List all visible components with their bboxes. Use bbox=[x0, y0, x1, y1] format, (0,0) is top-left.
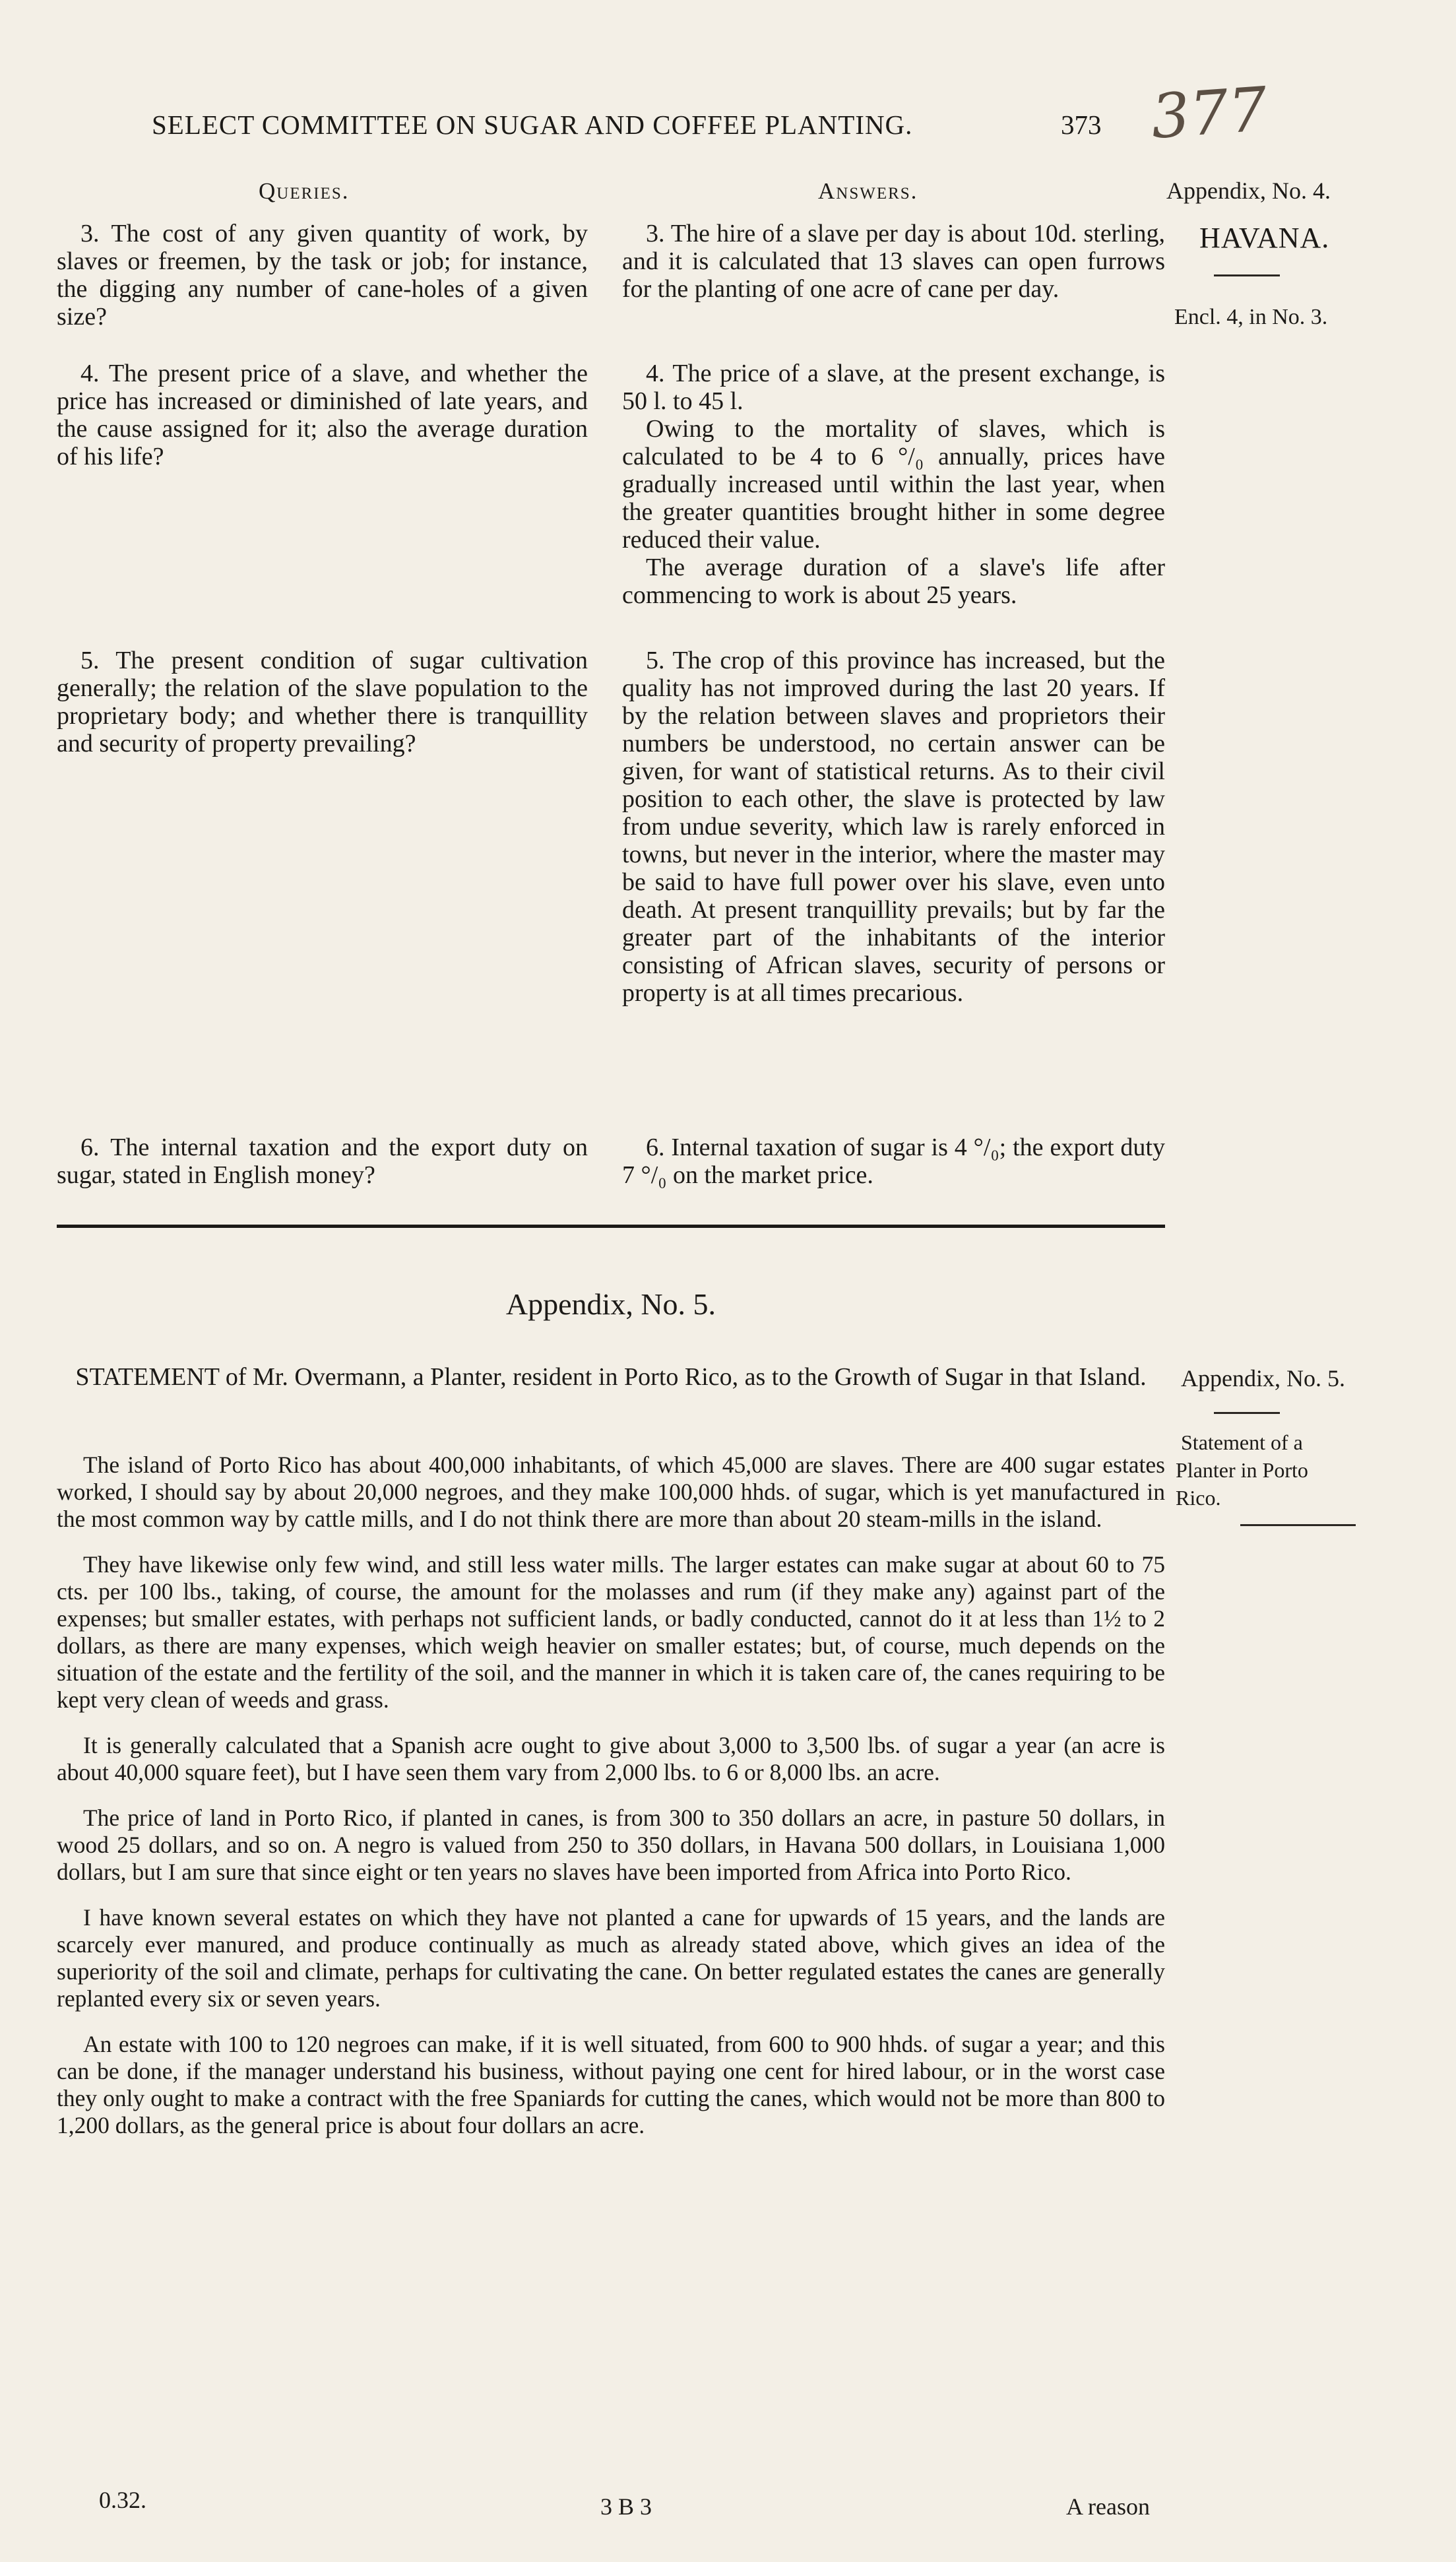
margin-divider bbox=[1240, 1524, 1356, 1526]
appendix-5-title: Appendix, No. 5. bbox=[505, 1287, 716, 1321]
query-text: 4. The present price of a slave, and whether the price has increased or diminished of late years, and the cause assigned for it; also the average duration of his life? bbox=[57, 360, 588, 470]
margin-statement-note-2: Planter in Porto bbox=[1176, 1458, 1308, 1482]
answer-text: 6. Internal taxation of sugar is 4 °/₀; the export duty 7 °/₀ on the market price. bbox=[622, 1134, 1165, 1189]
answer-text: Owing to the mortality of slaves, which is calculated to be 4 to 6 °/₀ annually, prices have gradually increased until within the last year, when the greater quantities brought hither in some degree reduced their value. bbox=[622, 415, 1165, 554]
answer-text: 3. The hire of a slave per day is about 10d. sterling, and it is calculated that 13 slaves can open furrows for the planting of one acre of cane per day. bbox=[622, 220, 1165, 303]
body-paragraph: The price of land in Porto Rico, if planted in canes, is from 300 to 350 dollars an acre, in pasture 50 dollars, in wood 25 dollars, and so on. A negro is valued from 250 to 350 dollars, in Havana 500 dollars, in Louisiana 1,000 dollars, but I am sure that since eight or ten years no slaves have been imported from Africa into Porto Rico. bbox=[57, 1805, 1165, 1885]
query-5 bbox=[57, 647, 588, 757]
margin-divider bbox=[1214, 1412, 1280, 1414]
margin-appendix-4: Appendix, No. 4. bbox=[1166, 177, 1331, 204]
body-paragraph: The island of Porto Rico has about 400,000 inhabitants, of which 45,000 are slaves. There are 400 sugar estates worked, I should say by about 20,000 negroes, and they make 100,000 hhds. of sugar, which is yet manufactured in the most common way by cattle mills, and I do not think there are more than about 20 steam-mills in the island. bbox=[57, 1452, 1165, 1532]
answer-text: The average duration of a slave's life after commencing to work is about 25 years. bbox=[622, 554, 1165, 609]
margin-statement-note-1: Statement of a bbox=[1181, 1430, 1303, 1454]
answer-text: 4. The price of a slave, at the present exchange, is 50 l. to 45 l. bbox=[622, 360, 1165, 415]
body-paragraph: They have likewise only few wind, and still less water mills. The larger estates can make sugar at about 60 to 75 cts. per 100 lbs., taking, of course, the amount for the molasses and rum (if they make any) against part of the expenses; but smaller estates, with perhaps not sufficient lands, or badly conducted, cannot do it at less than 1½ to 2 dollars, as there are many expenses, which weigh heavier on smaller estates; but, of course, much depends on the situation of the estate and the fertility of the soil, and the manner in which it is taken care of, the canes requiring to be kept very clean of weeds and grass. bbox=[57, 1551, 1165, 1713]
margin-divider bbox=[1214, 274, 1280, 276]
answer-text: 5. The crop of this province has increased, but the quality has not improved during the last 20 years. If by the relation between slaves and proprietors their numbers be understood, no certain answer can be given, for want of statistical returns. As to their civil position to each other, the slave is protected by law from undue severity, which law is rarely enforced in towns, but never in the interior, where the master may be said to have full power over his slave, even unto death. At present tranquillity prevails; but by far the greater part of the inhabitants of the interior consisting of African slaves, security of persons or property is at all times precarious. bbox=[622, 647, 1165, 1007]
statement-body bbox=[57, 1452, 1165, 2158]
margin-place-havana: HAVANA. bbox=[1199, 222, 1330, 254]
answer-3 bbox=[622, 220, 1165, 303]
body-paragraph: It is generally calculated that a Spanish acre ought to give about 3,000 to 3,500 lbs. of sugar a year (an acre is about 40,000 square feet), but I have seen them vary from 2,000 lbs. to 6 or 8,000 lbs. an acre. bbox=[57, 1732, 1165, 1785]
footer-signature-mark: 3 B 3 bbox=[600, 2493, 652, 2520]
statement-heading: STATEMENT of Mr. Overmann, a Planter, resident in Porto Rico, as to the Growth of Sugar in that Island. bbox=[75, 1363, 1147, 1391]
query-text: 3. The cost of any given quantity of work, by slaves or freemen, by the task or job; for instance, the digging any number of cane-holes of a given size? bbox=[57, 220, 588, 331]
running-title: SELECT COMMITTEE ON SUGAR AND COFFEE PLANTING. bbox=[152, 110, 913, 140]
body-paragraph: An estate with 100 to 120 negroes can make, if it is well situated, from 600 to 900 hhds. of sugar a year; and this can be done, if the manager understand his business, without paying one cent for hired labour, or in the worst case they only ought to make a contract with the free Spaniards for cutting the canes, which would not be more than 800 to 1,200 dollars, as the general price is about four dollars an acre. bbox=[57, 2031, 1165, 2138]
margin-statement-note-3: Rico. bbox=[1176, 1486, 1221, 1510]
answers-heading: Answers. bbox=[818, 178, 918, 204]
section-divider bbox=[57, 1225, 1165, 1228]
margin-enclosure: Encl. 4, in No. 3. bbox=[1174, 305, 1328, 329]
query-text: 5. The present condition of sugar cultivation generally; the relation of the slave population to the proprietary body; and whether there is tranquillity and security of property prevailing? bbox=[57, 647, 588, 757]
margin-appendix-5: Appendix, No. 5. bbox=[1181, 1365, 1345, 1392]
queries-heading: Queries. bbox=[259, 178, 350, 204]
answer-4 bbox=[622, 360, 1165, 609]
handwritten-page-number: 377 bbox=[1149, 74, 1270, 152]
query-6 bbox=[57, 1134, 588, 1189]
footer-catchword: A reason bbox=[1066, 2493, 1150, 2520]
answer-6 bbox=[622, 1134, 1165, 1189]
query-4 bbox=[57, 360, 588, 470]
answer-5 bbox=[622, 647, 1165, 1007]
query-text: 6. The internal taxation and the export duty on sugar, stated in English money? bbox=[57, 1134, 588, 1189]
query-3 bbox=[57, 220, 588, 331]
page-number: 373 bbox=[1061, 110, 1102, 140]
footer-signature: 0.32. bbox=[99, 2487, 146, 2513]
body-paragraph: I have known several estates on which they have not planted a cane for upwards of 15 years, and the lands are scarcely ever manured, and produce continually as much as already stated above, which gives an idea of the superiority of the soil and climate, perhaps for cultivating the cane. On better regulated estates the canes are generally replanted every six or seven years. bbox=[57, 1904, 1165, 2012]
